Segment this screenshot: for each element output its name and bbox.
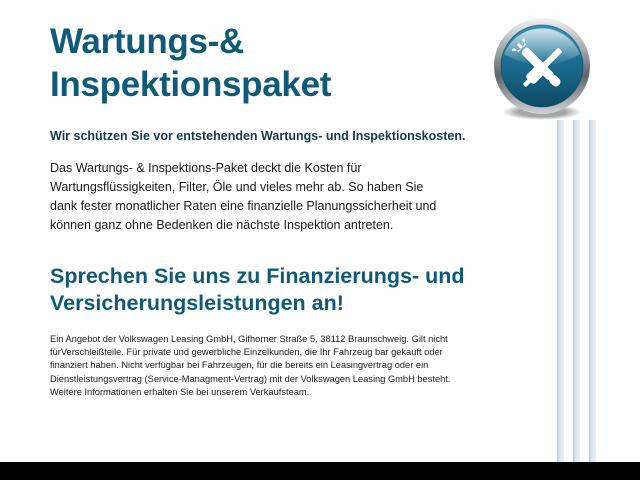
body-paragraph: Das Wartungs- & Inspektions-Paket deckt die Kosten für Wartungsflüssigkeiten, Filter, Öle und vieles mehr ab. So haben Sie dank fester monatlicher Raten eine finanzielle Planungssicherheit und können ganz ohne Bedenken die nächste Inspektion antreten. bbox=[50, 161, 437, 232]
fineprint-disclaimer: Ein Angebot der Volkswagen Leasing GmbH, Gifhorner Straße 5, 38112 Braunschweig. Gilt nicht fürVerschleißteile. Für private und gewerbliche Einzelkunden, die Ihr Fahrzeug bar gekauft oder finanziert haben. Nicht verfügbar bei Fahrzeugen, für die bereits ein Leasingvertrag oder ein Dienstleistungsvertrag (Service-Managment-Vertrag) mit der Volkswagen Leasing GmbH besteht. Weitere Informationen erhalten Sie bei unserem Verkaufsteam. bbox=[50, 334, 451, 397]
bottom-bar bbox=[0, 462, 640, 480]
subheading bbox=[50, 263, 470, 317]
lead-paragraph: Wir schützen Sie vor entstehenden Wartungs- und Inspektionskosten. bbox=[50, 129, 466, 143]
page-title bbox=[50, 20, 470, 106]
title-line-1: Wartungs-& bbox=[50, 22, 245, 61]
stripe-1 bbox=[557, 120, 564, 462]
title-line-2: Inspektionspaket bbox=[50, 65, 332, 104]
stripe-3 bbox=[589, 120, 596, 462]
subheading-line-2: Versicherungsleistungen an! bbox=[50, 291, 344, 315]
subheading-line-1: Sprechen Sie uns zu Finanzierungs- und bbox=[50, 264, 465, 288]
stripe-2 bbox=[573, 120, 580, 462]
text-column bbox=[50, 20, 470, 399]
wrench-screwdriver-badge-icon bbox=[488, 14, 596, 122]
